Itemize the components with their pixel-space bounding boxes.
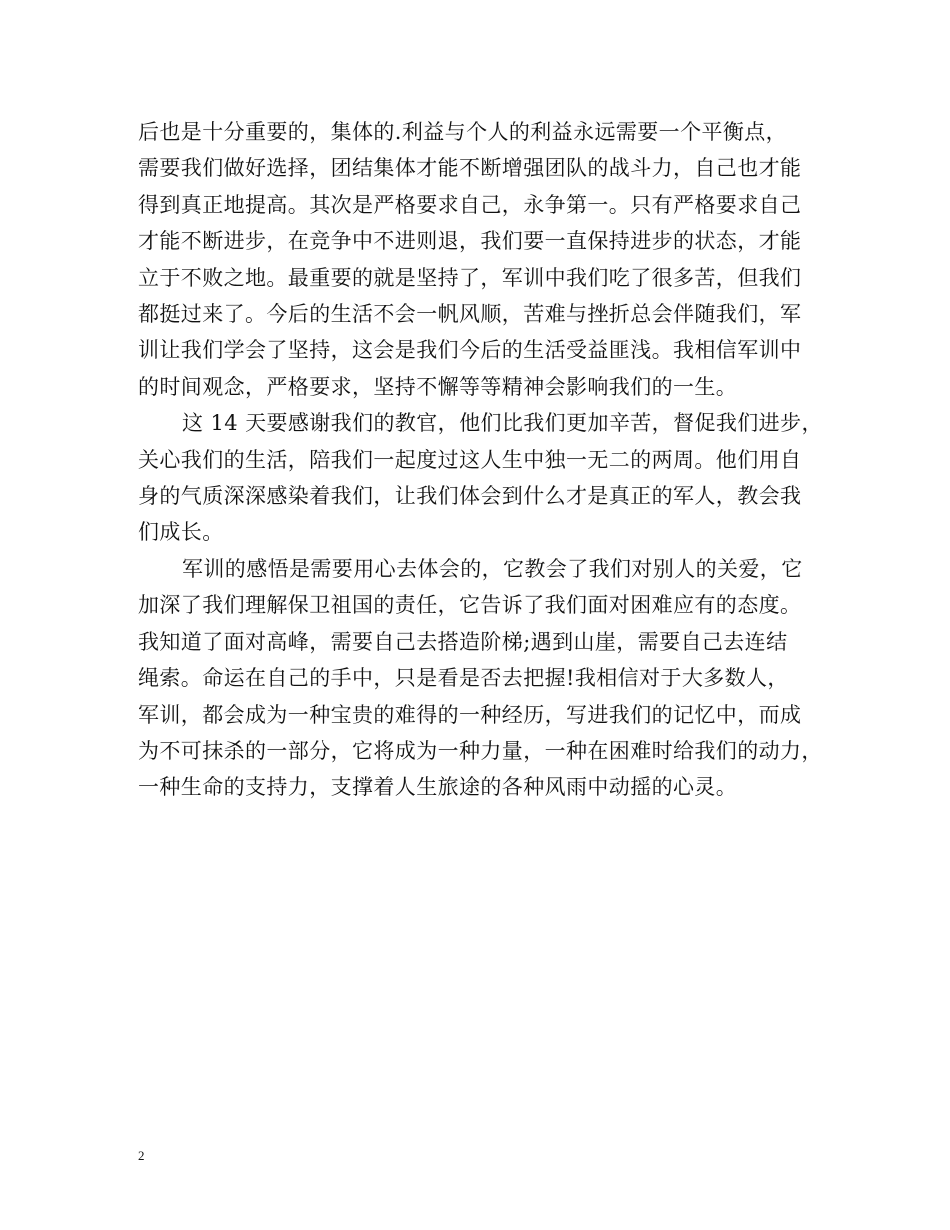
- text-line: 需要我们做好选择，团结集体才能不断增强团队的战斗力，自己也才能: [138, 156, 802, 181]
- text-line: 绳索。命运在自己的手中，只是看是否去把握!我相信对于大多数人，: [138, 666, 789, 691]
- text-line: 关心我们的生活，陪我们一起度过这人生中独一无二的两周。他们用自: [138, 447, 802, 472]
- text-line: 立于不败之地。最重要的就是坚持了，军训中我们吃了很多苦，但我们: [138, 265, 802, 290]
- text-line: 军训的感悟是需要用心去体会的，它教会了我们对别人的关爱，它: [182, 556, 803, 581]
- text-line: 得到真正地提高。其次是严格要求自己，永争第一。只有严格要求自己: [138, 192, 802, 217]
- text-line: 为不可抹杀的一部分，它将成为一种力量，一种在困难时给我们的动力，: [138, 738, 823, 763]
- text-line: 的时间观念，严格要求，坚持不懈等等精神会影响我们的一生。: [138, 374, 738, 399]
- text-line: 身的气质深深感染着我们，让我们体会到什么才是真正的军人，教会我: [138, 484, 802, 509]
- body-text: [138, 114, 838, 806]
- text-line: 一种生命的支持力，支撑着人生旅途的各种风雨中动摇的心灵。: [138, 775, 738, 800]
- text-line: 都挺过来了。今后的生活不会一帆风顺，苦难与挫折总会伴随我们，军: [138, 302, 802, 327]
- text-line: 后也是十分重要的，集体的.利益与个人的利益永远需要一个平衡点，: [138, 120, 788, 144]
- page-number: 2: [138, 1148, 145, 1163]
- text-line: 训让我们学会了坚持，这会是我们今后的生活受益匪浅。我相信军训中: [138, 338, 802, 363]
- text-line: 们成长。: [138, 520, 224, 545]
- text-line: 加深了我们理解保卫祖国的责任，它告诉了我们面对困难应有的态度。: [138, 593, 802, 618]
- text-line: 我知道了面对高峰，需要自己去搭造阶梯;遇到山崖，需要自己去连结: [138, 629, 788, 654]
- paragraph-1: [138, 114, 838, 405]
- text-line: 这 14 天要感谢我们的教官，他们比我们更加辛苦，督促我们进步，: [182, 411, 823, 436]
- text-line: 才能不断进步，在竞争中不进则退，我们要一直保持进步的状态，才能: [138, 229, 802, 254]
- paragraph-3: [138, 551, 838, 806]
- paragraph-2: [138, 405, 838, 551]
- text-line: 军训，都会成为一种宝贵的难得的一种经历，写进我们的记忆中，而成: [138, 702, 802, 727]
